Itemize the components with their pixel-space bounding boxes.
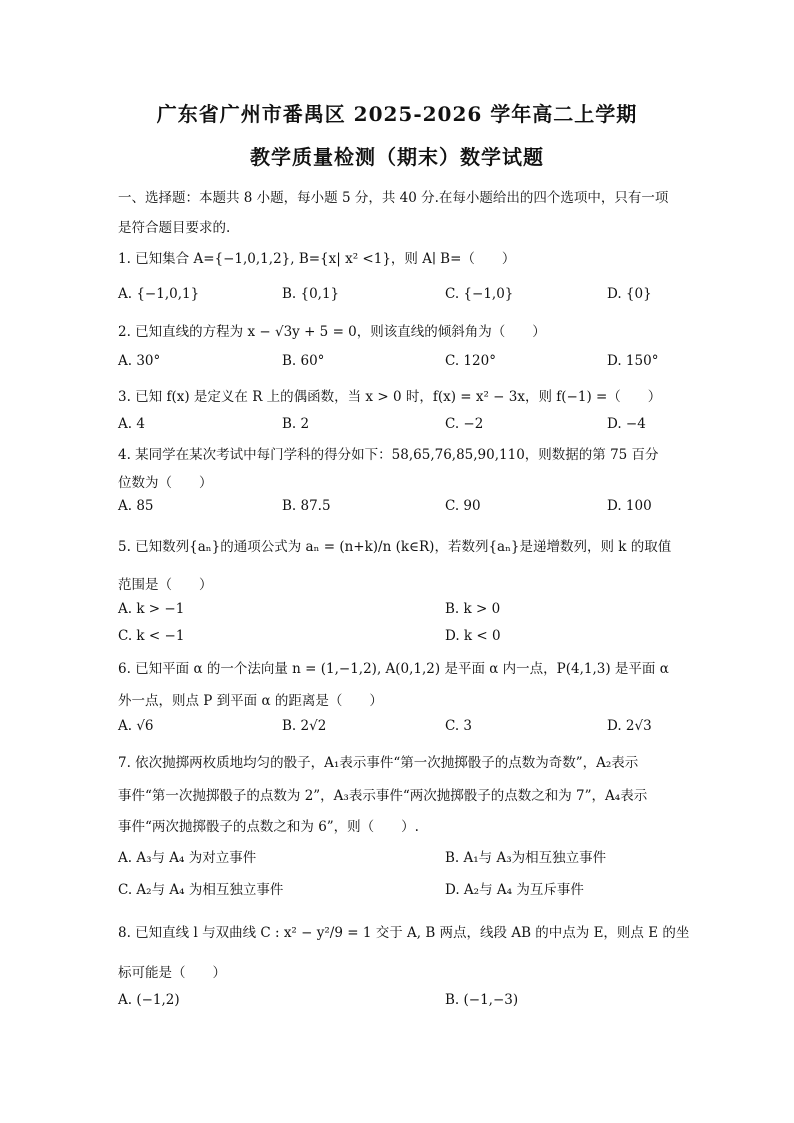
question-3-option-c: C. −2 — [445, 416, 484, 432]
question-2-option-b: B. 60° — [282, 353, 325, 369]
question-7-stem-line2: 事件“第一次抛掷骰子的点数为 2”，A₃表示事件“两次抛掷骰子的点数之和为 7”，A₄表示 — [118, 788, 648, 804]
question-6-option-a: A. √6 — [118, 718, 154, 734]
question-3-stem: 3. 已知 f(x) 是定义在 R 上的偶函数，当 x > 0 时，f(x) = x² − 3x，则 f(−1) =（ ） — [118, 389, 662, 405]
question-4-option-a: A. 85 — [118, 498, 154, 514]
question-3-option-b: B. 2 — [282, 416, 310, 432]
question-1-option-c: C. {−1,0} — [445, 286, 514, 302]
question-6-option-d: D. 2√3 — [607, 718, 652, 734]
question-6-option-c: C. 3 — [445, 718, 473, 734]
question-3-option-a: A. 4 — [118, 416, 145, 432]
question-8-option-b: B. (−1,−3) — [445, 992, 519, 1008]
question-6-stem-line1: 6. 已知平面 α 的一个法向量 n = (1,−1,2), A(0,1,2) 是平面 α 内一点，P(4,1,3) 是平面 α — [118, 661, 669, 677]
question-7-option-d: D. A₂与 A₄ 为互斥事件 — [445, 882, 584, 898]
question-7-option-a: A. A₃与 A₄ 为对立事件 — [118, 850, 257, 866]
question-5-stem-line1: 5. 已知数列{aₙ}的通项公式为 aₙ = (n+k)/n (k∈R)，若数列{aₙ}是递增数列，则 k 的取值 — [118, 539, 672, 555]
question-1-option-b: B. {0,1} — [282, 286, 340, 302]
question-7-stem-line3: 事件“两次抛掷骰子的点数之和为 6”，则（ ）. — [118, 819, 419, 835]
question-4-option-c: C. 90 — [445, 498, 481, 514]
question-8-option-a: A. (−1,2) — [118, 992, 180, 1008]
question-5-option-c: C. k < −1 — [118, 628, 185, 644]
section-intro-line2: 是符合题目要求的. — [118, 220, 231, 236]
question-1-option-d: D. {0} — [607, 286, 652, 302]
page-title-line1: 广东省广州市番禺区 2025-2026 学年高二上学期 — [156, 102, 638, 126]
question-4-option-d: D. 100 — [607, 498, 652, 514]
question-3-option-d: D. −4 — [607, 416, 646, 432]
question-4-stem-line2: 位数为（ ） — [118, 475, 213, 491]
question-2-option-d: D. 150° — [607, 353, 659, 369]
question-8-stem-line1: 8. 已知直线 l 与双曲线 C : x² − y²/9 = 1 交于 A, B 两点，线段 AB 的中点为 E，则点 E 的坐 — [118, 925, 690, 941]
question-6-stem-line2: 外一点，则点 P 到平面 α 的距离是（ ） — [118, 693, 383, 709]
question-8-stem-line2: 标可能是（ ） — [118, 965, 226, 981]
question-2-option-c: C. 120° — [445, 353, 496, 369]
question-2-option-a: A. 30° — [118, 353, 161, 369]
question-1-stem: 1. 已知集合 A={−1,0,1,2}, B={x| x² <1}，则 A∣ B=（ ） — [118, 251, 516, 267]
question-7-option-b: B. A₁与 A₃为相互独立事件 — [445, 850, 607, 866]
question-5-stem-line2: 范围是（ ） — [118, 577, 213, 593]
section-intro-line1: 一、选择题：本题共 8 小题，每小题 5 分，共 40 分.在每小题给出的四个选项中，只有一项 — [118, 190, 669, 206]
question-4-option-b: B. 87.5 — [282, 498, 331, 514]
question-4-stem-line1: 4. 某同学在某次考试中每门学科的得分如下：58,65,76,85,90,110，则数据的第 75 百分 — [118, 447, 659, 463]
question-5-option-a: A. k > −1 — [118, 601, 185, 617]
question-5-option-d: D. k < 0 — [445, 628, 501, 644]
question-6-option-b: B. 2√2 — [282, 718, 327, 734]
question-5-option-b: B. k > 0 — [445, 601, 501, 617]
page-title-line2: 教学质量检测（期末）数学试题 — [250, 145, 544, 169]
question-7-option-c: C. A₂与 A₄ 为相互独立事件 — [118, 882, 284, 898]
question-2-stem: 2. 已知直线的方程为 x − √3y + 5 = 0，则该直线的倾斜角为（ ） — [118, 324, 546, 340]
question-1-option-a: A. {−1,0,1} — [118, 286, 200, 302]
question-7-stem-line1: 7. 依次抛掷两枚质地均匀的骰子，A₁表示事件“第一次抛掷骰子的点数为奇数”，A₂表示 — [118, 755, 639, 771]
